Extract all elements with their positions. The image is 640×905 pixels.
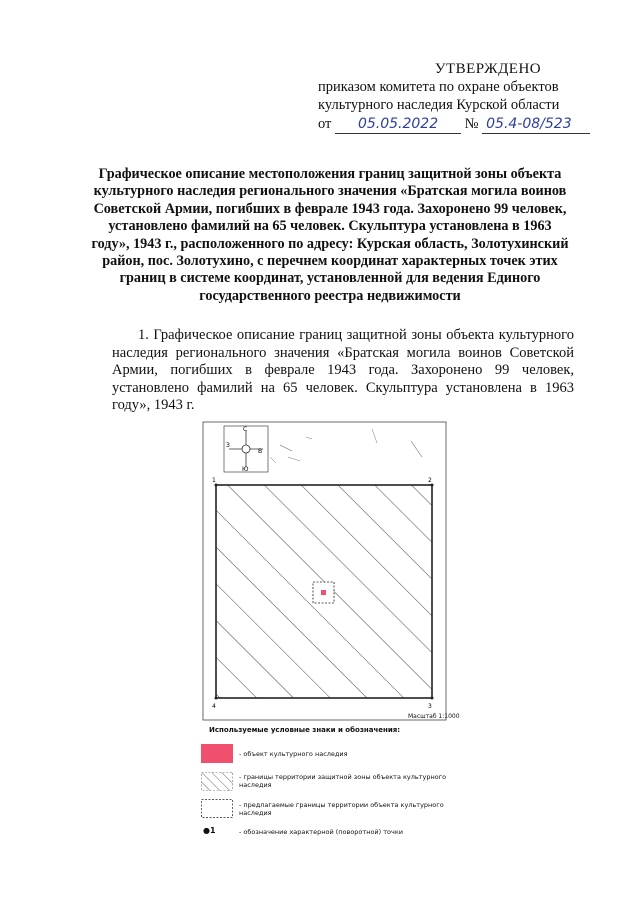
legend-point-text: - обозначение характерной (поворотной) точки — [239, 828, 404, 836]
compass-south: Ю — [242, 466, 249, 473]
street-mark — [372, 429, 377, 443]
street-mark — [306, 437, 312, 439]
description-paragraph: 1. Графическое описание границ защитной зоны объекта культурного наследия регионального значения «Братская могила воинов Советской Армии, погибших в феврале 1943 года. Захоронено 99 человек, установлено фамилий на 65 человек. Скульптура установлена в 1963 году», 1943 г. — [112, 327, 574, 413]
approval-stamp — [318, 60, 618, 134]
street-mark — [411, 441, 422, 457]
approval-line-2: культурного наследия Курской области — [318, 97, 560, 113]
document-title: Графическое описание местоположения границ защитной зоны объекта культурного наследия регионального значения «Братская могила воинов Советской Армии, погибших в феврале 1943 года. Захоронено 99 человек, установлено фамилий на 65 человек. Скульптура установлена в 1963 году», 1943 г., расположенного по адресу: Курская область, Золотухинский район, пос. Золотухино, с перечнем координат характерных точек этих границ в системе координат, установленной для ведения Единого государственного реестра недвижимости — [91, 166, 569, 304]
point-3-label: 3 — [428, 703, 432, 710]
point-4-marker — [215, 697, 218, 700]
compass-north: С — [243, 426, 248, 433]
street-mark — [270, 457, 276, 463]
map-scale: Масштаб 1:1000 — [408, 713, 460, 720]
compass-west: З — [226, 442, 230, 449]
legend-zone-text: - границы территории защитной зоны объекта культурного наследия — [239, 773, 447, 789]
approval-heading: УТВЕРЖДЕНО — [434, 61, 542, 77]
legend-point-symbol: ●1 — [203, 826, 216, 835]
point-2-label: 2 — [428, 477, 432, 484]
legend-territory-swatch — [201, 799, 233, 818]
point-4-label: 4 — [212, 703, 216, 710]
street-mark — [288, 457, 300, 461]
point-3-marker — [431, 697, 434, 700]
legend-object-text: - объект культурного наследия — [239, 750, 348, 758]
legend-object-swatch — [201, 744, 233, 763]
legend-zone-swatch — [201, 772, 233, 791]
legend-territory-text: - предлагаемые границы территории объекта культурного наследия — [239, 801, 444, 817]
compass-east: В — [258, 448, 263, 455]
from-label: от — [318, 116, 332, 132]
approval-signature-line — [318, 115, 618, 134]
approval-line-1: приказом комитета по охране объектов — [318, 79, 559, 95]
boundary-map — [196, 417, 456, 724]
approval-date: 05.05.2022 — [335, 115, 461, 134]
compass-icon — [224, 426, 268, 473]
approval-number: 05.4-08/523 — [482, 115, 590, 134]
point-1-label: 1 — [212, 477, 216, 484]
legend-title: Используемые условные знаки и обозначения: — [209, 726, 401, 734]
number-label: № — [464, 116, 479, 132]
cultural-object — [321, 590, 326, 595]
street-mark — [280, 445, 292, 451]
